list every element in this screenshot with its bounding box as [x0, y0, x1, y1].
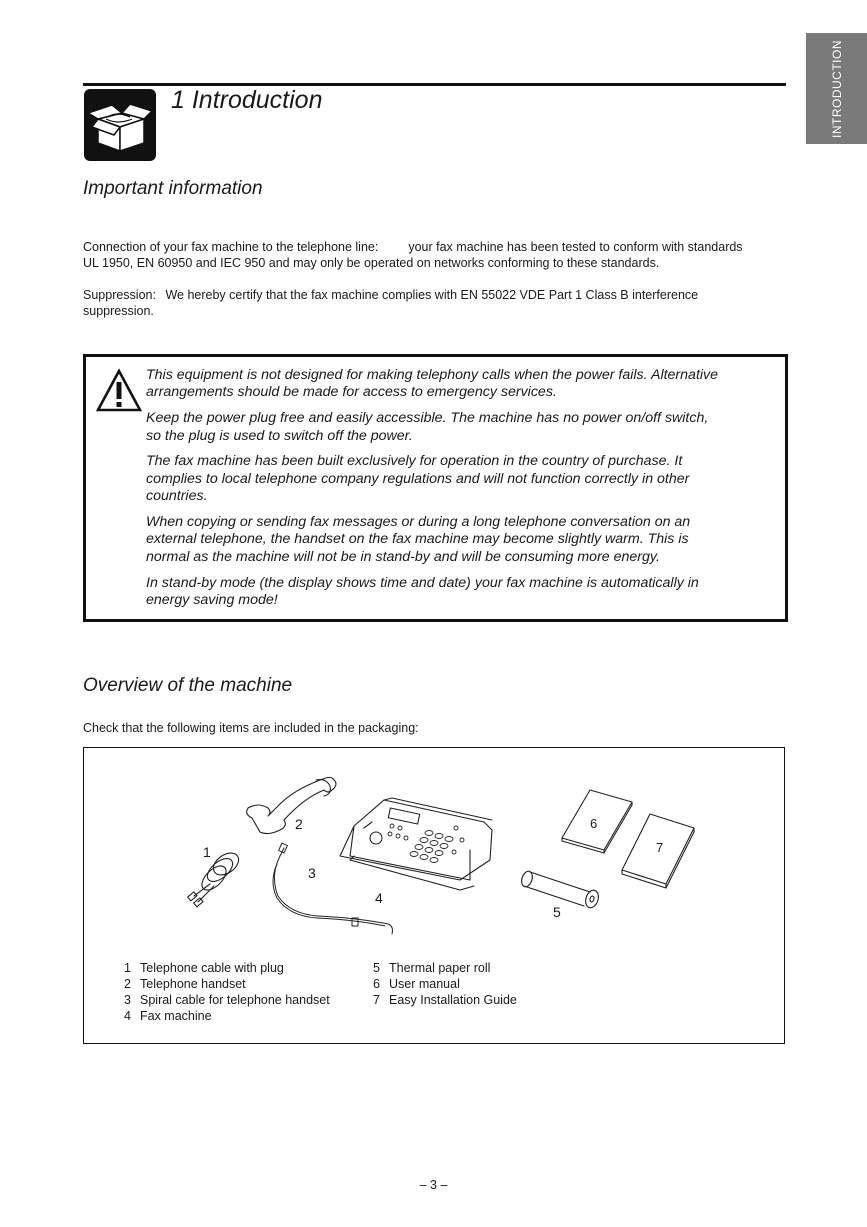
- item-label: Thermal paper roll: [389, 961, 491, 975]
- open-box-icon: [84, 89, 156, 161]
- package-contents-box: [83, 747, 785, 1044]
- item-label: Telephone handset: [140, 977, 246, 991]
- list-item: [373, 960, 517, 976]
- connection-text-line2: UL 1950, EN 60950 and IEC 950 and may only be operated on networks conforming to these standards.: [83, 256, 660, 270]
- package-illustration: [84, 748, 784, 948]
- list-item: [373, 976, 517, 992]
- connection-paragraph: [83, 239, 783, 271]
- callout-label: 4: [375, 890, 383, 906]
- warning-paragraph: Keep the power plug free and easily accessible. The machine has no power on/off switch, so the plug is used to switch off the power.: [146, 410, 709, 444]
- side-tab-label: INTRODUCTION: [829, 39, 844, 138]
- item-number: 2: [124, 977, 131, 991]
- list-item: [373, 992, 517, 1008]
- item-label: Spiral cable for telephone handset: [140, 993, 330, 1007]
- callout-label: 5: [553, 904, 561, 920]
- suppression-text-line1: We hereby certify that the fax machine complies with EN 55022 VDE Part 1 Class B interference: [165, 288, 699, 302]
- warning-box: [83, 354, 788, 622]
- warning-triangle-icon: [96, 368, 142, 414]
- suppression-paragraph: [83, 287, 783, 319]
- item-label: User manual: [389, 977, 460, 991]
- warning-paragraph: This equipment is not designed for making telephony calls when the power fails. Alternative arrangements should be made for access to emergency services.: [146, 367, 719, 401]
- list-item: [124, 992, 330, 1008]
- handset-illustration: [247, 777, 336, 833]
- warning-text: [146, 367, 721, 618]
- overview-heading: Overview of the machine: [83, 675, 293, 696]
- telephone-cable-illustration: [188, 849, 243, 907]
- chapter-title: 1 Introduction: [171, 86, 323, 114]
- list-item: [124, 976, 330, 992]
- item-number: 4: [124, 1009, 131, 1023]
- callout-label: 1: [203, 844, 211, 860]
- items-list-right: [373, 960, 517, 1008]
- item-number: 1: [124, 961, 131, 975]
- item-number: 3: [124, 993, 131, 1007]
- callout-label: 6: [590, 816, 598, 831]
- suppression-text-line2: suppression.: [83, 304, 154, 318]
- callout-label: 3: [308, 865, 316, 881]
- warning-paragraph: In stand-by mode (the display shows time and date) your fax machine is automatically in energy saving mode!: [146, 574, 699, 609]
- connection-label: Connection of your fax machine to the telephone line:: [83, 240, 379, 254]
- item-label: Telephone cable with plug: [140, 961, 284, 975]
- item-label: Easy Installation Guide: [389, 993, 517, 1007]
- suppression-label: Suppression:: [83, 288, 156, 302]
- items-list-left: [124, 960, 330, 1024]
- list-item: [124, 960, 330, 976]
- connection-text-line1: your fax machine has been tested to conform with standards: [408, 240, 743, 254]
- item-label: Fax machine: [140, 1009, 212, 1023]
- overview-intro: Check that the following items are included in the packaging:: [83, 721, 419, 735]
- spiral-cable-illustration: [273, 843, 393, 934]
- fax-machine-illustration: [340, 798, 492, 890]
- item-number: 5: [373, 961, 380, 975]
- important-information-heading: Important information: [83, 178, 263, 199]
- callout-label: 2: [295, 816, 303, 832]
- item-number: 7: [373, 993, 380, 1007]
- callout-label: 7: [656, 840, 664, 855]
- warning-paragraph: When copying or sending fax messages or during a long telephone conversation on an external telephone, the handset on the fax machine may become slightly warm. This is normal as the machine will not be in stand-by and will be consuming more energy.: [146, 514, 691, 565]
- page-number: – 3 –: [419, 1178, 448, 1192]
- item-number: 6: [373, 977, 380, 991]
- warning-paragraph: The fax machine has been built exclusively for operation in the country of purchase. It complies to local telephone company regulations and will not function correctly in other countries.: [146, 453, 690, 505]
- list-item: [124, 1008, 330, 1024]
- section-side-tab[interactable]: [806, 33, 867, 144]
